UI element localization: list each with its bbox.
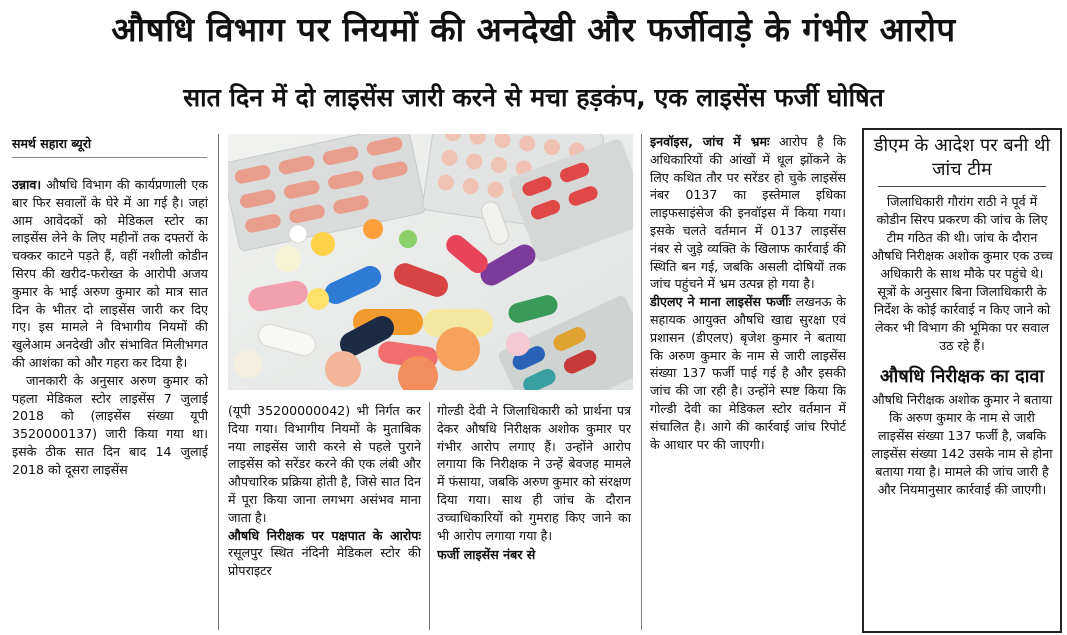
subheading: फर्जी लाइसेंस नंबर से <box>437 547 536 563</box>
paragraph-text: औषधि विभाग की कार्यप्रणाली एक बार फिर सवालों के घेरे में आ गई है। जहां आम आवेदकों को मेडिकल स्टोर का लाइसेंस लेने के लिए महीनों तक दफ्तरों के चक्कर काटने पड़ते हैं, वहीं नशीली कोडीन सिरप की खरीद-फरोख्त के आरोपी अजय कुमार के भाई अरुण कुमार को मात्र सात दिन के भीतर दो लाइसेंस जारी कर दिए गए। इस मामले ने विभागीय नियमों की खुलेआम अनदेखी और संभावित मिलीभगत की आशंका को और गहरा कर दिया है। <box>12 177 208 370</box>
sidebar-box <box>862 128 1062 633</box>
byline: समर्थ सहारा ब्यूरो <box>12 135 207 158</box>
paragraph <box>650 133 846 293</box>
paragraph-text: लखनऊ के सहायक आयुक्त औषधि खाद्य सुरक्षा एवं प्रशासन (डीएलए) बृजेश कुमार ने बताया कि अरुण कुमार के नाम से जारी लाइसेंस संख्या 137 फर्जी पाई गई है और इसकी जांच की जा रही है। उन्होंने स्पष्ट किया कि गोल्डी देवी का मेडिकल स्टोर वर्तमान में संचालित है। आगे की कार्रवाई जांच रिपोर्ट के आधार पर की जाएगी। <box>650 294 846 452</box>
pills-illustration <box>228 134 633 390</box>
subheading: औषधि निरीक्षक पर पक्षपात के आरोपः <box>228 527 421 543</box>
subheadline: सात दिन में दो लाइसेंस जारी करने से मचा हड़कंप, एक लाइसेंस फर्जी घोषित <box>183 83 884 112</box>
column-divider <box>429 402 430 630</box>
sidebar-title: डीएम के आदेश पर बनी थी जांच टीम <box>873 135 1051 180</box>
article-column-3 <box>437 402 631 630</box>
paragraph-text: आरोप है कि अधिकारियों की आंखों में धूल झोंकने के लिए कथित तौर पर सरेंडर हो चुके लाइसेंस नंबर 0137 का इस्तेमाल इधिका लाइफसाइंसेज की इनवॉइस में किया गया। इसके चलते वर्तमान में 0137 लाइसेंस नंबर से जुड़े व्यक्ति के खिलाफ कार्रवाई की स्थिति बन गई, जबकि असली दोषियों तक जांच पहुंचने में भ्रम उत्पन्न हो गया है। <box>650 134 846 292</box>
sidebar-paragraph: औषधि निरीक्षक अशोक कुमार ने बताया कि अरुण कुमार के नाम से जारी लाइसेंस संख्या 137 फर्जी है, जबकि लाइसेंस संख्या 142 उसके नाम से होना बताया गया है। मामले की जांच जारी है और नियमानुसार कार्रवाई की जाएगी। <box>871 392 1053 497</box>
sidebar-subtitle: औषधि निरीक्षक का दावा <box>879 366 1045 387</box>
paragraph: जानकारी के अनुसार अरुण कुमार को पहला मेडिकल स्टोर लाइसेंस 7 जुलाई 2018 को (लाइसेंस संख्या यूपी 3520000137) जारी किया गया था। इसके ठीक सात दिन बाद 14 जुलाई 2018 को दूसरा लाइसेंस <box>12 372 208 477</box>
paragraph <box>650 293 846 453</box>
paragraph-text: रसूलपुर स्थित नंदिनी मेडिकल स्टोर की प्रोपराइटर <box>228 545 421 579</box>
subheading: इनवॉइस, जांच में भ्रमः <box>650 134 770 149</box>
subheading: डीएलए ने माना लाइसेंस फर्जीः <box>650 294 792 310</box>
column-divider <box>641 134 642 630</box>
article-column-4 <box>650 133 846 630</box>
paragraph <box>228 527 421 580</box>
column-divider <box>218 134 219 630</box>
sidebar-divider <box>878 186 1046 187</box>
headline: औषधि विभाग पर नियमों की अनदेखी और फर्जीवाड़े के गंभीर आरोप <box>111 10 956 49</box>
paragraph: गोल्डी देवी ने जिलाधिकारी को प्रार्थना पत्र देकर औषधि निरीक्षक अशोक कुमार पर गंभीर आरोप लगाए हैं। उन्होंने आरोप लगाया कि निरीक्षक ने उन्हें बेवजह मामले में फंसाया, जबकि अरुण कुमार को संरक्षण दिया गया। साथ ही जांच के दौरान उच्चाधिकारियों को गुमराह किए जाने का भी आरोप लगाया गया है। <box>437 403 631 543</box>
dateline: उन्नाव। <box>12 177 42 192</box>
medicine-pills-photo <box>228 134 633 390</box>
paragraph: (यूपी 35200000042) भी निर्गत कर दिया गया। विभागीय नियमों के मुताबिक नया लाइसेंस जारी करने से पहले पुराने लाइसेंस को सरेंडर करने की एक लंबी और औपचारिक प्रक्रिया होती है, जिसे सात दिन में पूरा किया जाना लगभग असंभव माना जाता है। <box>228 403 421 525</box>
sidebar-paragraph: जिलाधिकारी गौरांग राठी ने पूर्व में कोडीन सिरप प्रकरण की जांच के लिए टीम गठित की थी। जांच के दौरान औषधि निरीक्षक अशोक कुमार एक उच्च अधिकारी के साथ मौके पर पहुंचे थे। सूत्रों के अनुसार बिना जिलाधिकारी के निर्देश के कोई कार्रवाई न किए जाने को लेकर भी विभाग की भूमिका पर सवाल उठ रहे हैं। <box>871 194 1053 353</box>
article-column-1 <box>12 176 208 628</box>
paragraph <box>12 176 208 372</box>
article-column-2 <box>228 402 421 630</box>
